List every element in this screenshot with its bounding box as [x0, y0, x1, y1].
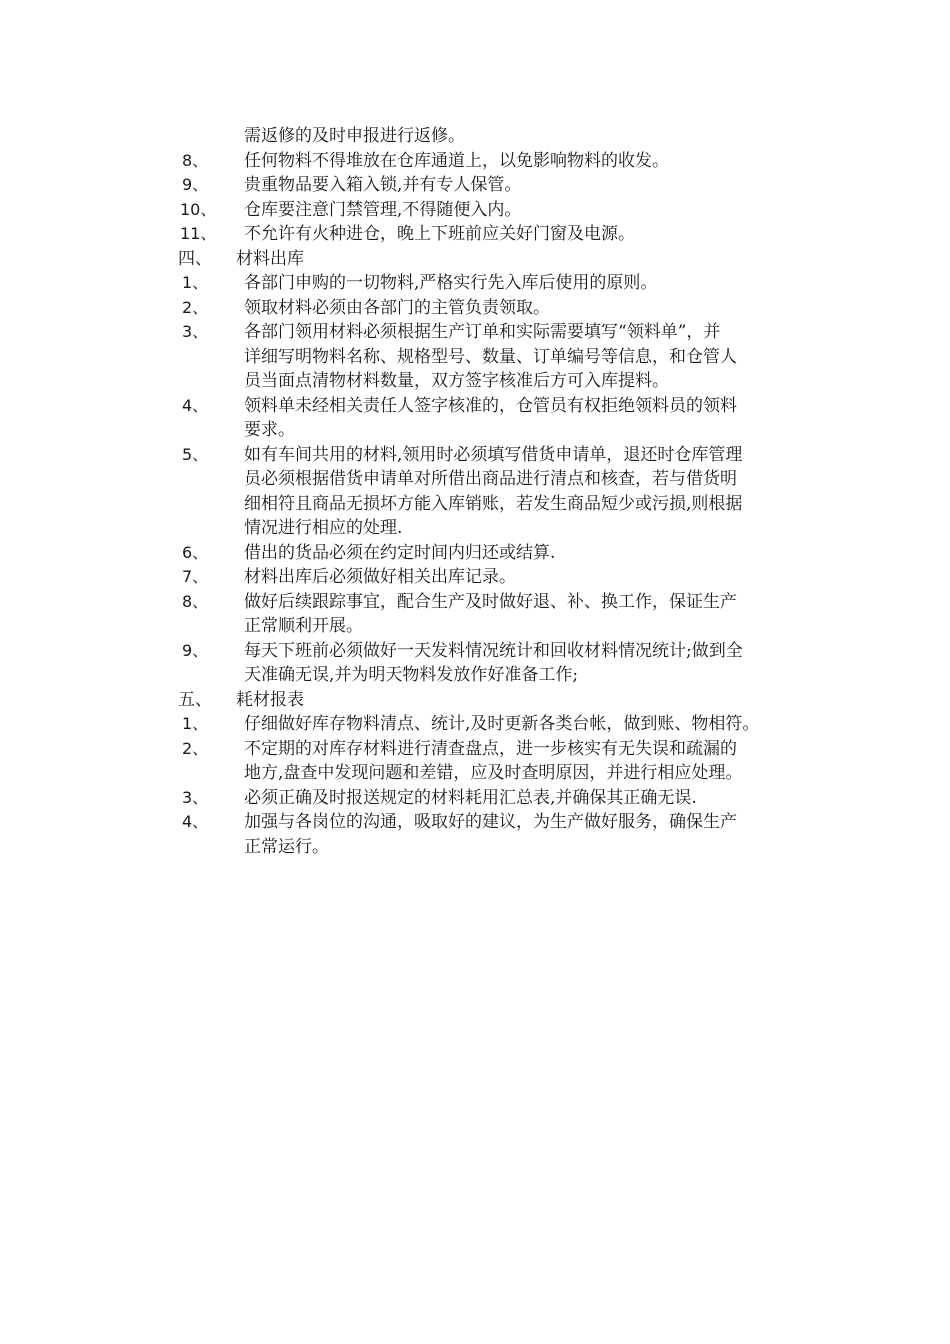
list-item	[176, 222, 826, 247]
item-number: 11、	[180, 224, 217, 243]
item-text	[244, 394, 826, 443]
section-heading	[176, 688, 826, 713]
list-item	[176, 786, 826, 811]
list-item	[176, 712, 826, 737]
item-number: 2、	[182, 738, 209, 758]
item-text	[244, 639, 826, 688]
item-text-line: 要求。	[244, 420, 295, 440]
list-item	[176, 149, 826, 174]
section-heading	[176, 247, 826, 272]
list-item	[176, 639, 826, 688]
continuation-text: 需返修的及时申报进行返修。	[244, 126, 465, 146]
item-text	[244, 737, 826, 786]
list-item	[176, 590, 826, 639]
list-item	[176, 810, 826, 859]
item-text-line: 情况进行相应的处理.	[244, 518, 403, 538]
item-text	[244, 590, 826, 639]
item-number: 7、	[182, 567, 209, 586]
item-text-line: 领取材料必须由各部门的主管负责领取。	[244, 297, 550, 318]
list-item	[176, 565, 826, 590]
section-title: 材料出库	[236, 248, 304, 269]
item-text	[244, 173, 826, 198]
item-text-line: 领料单未经相关责任人签字核准的，仓管员有权拒绝领料员的领料	[244, 395, 737, 416]
item-text	[244, 271, 826, 296]
item-number: 8、	[182, 591, 209, 611]
item-number: 9、	[182, 175, 209, 194]
section5-list	[176, 712, 826, 859]
list-item	[176, 394, 826, 443]
item-text-line: 各部门申购的一切物料,严格实行先入库后使用的原则。	[244, 273, 658, 293]
item-text-line: 细相符且商品无损坏方能入库销账，若发生商品短少或污损,则根据	[244, 493, 743, 514]
list-item	[176, 198, 826, 223]
item-text	[244, 565, 826, 590]
item-number: 3、	[182, 787, 209, 807]
item-number: 1、	[182, 273, 209, 292]
document-body	[176, 124, 826, 859]
item-text-line: 各部门领用材料必须根据生产订单和实际需要填写“领料单”，并	[244, 322, 721, 342]
item-text-line: 正常运行。	[244, 836, 329, 857]
item-text	[244, 443, 826, 541]
item-text-line: 不定期的对库存材料进行清查盘点，进一步核实有无失误和疏漏的	[244, 738, 737, 759]
item-number: 10、	[180, 199, 217, 219]
item-text-line: 仔细做好库存物料清点、统计,及时更新各类台帐，做到账、物相符。	[244, 714, 760, 734]
list-item	[176, 173, 826, 198]
section-number: 五、	[178, 689, 212, 710]
list-item	[176, 443, 826, 541]
section3-list	[176, 149, 826, 247]
item-text	[244, 149, 826, 174]
item-number: 8、	[182, 150, 209, 170]
section-title: 耗材报表	[236, 689, 304, 710]
item-text-line: 不允许有火种进仓，晚上下班前应关好门窗及电源。	[244, 224, 635, 244]
list-item	[176, 737, 826, 786]
list-item	[176, 541, 826, 566]
item-text-line: 必须正确及时报送规定的材料耗用汇总表,并确保其正确无误.	[244, 787, 697, 808]
item-text-line: 材料出库后必须做好相关出库记录。	[244, 567, 516, 587]
item-text	[244, 712, 826, 737]
item-text-line: 借出的货品必须在约定时间内归还或结算.	[244, 542, 556, 563]
section4-list	[176, 271, 826, 688]
item-number: 6、	[182, 542, 209, 562]
item-text	[244, 198, 826, 223]
item-text-line: 员必须根据借货申请单对所借出商品进行清点和核查，若与借货明	[244, 469, 737, 489]
list-item	[176, 296, 826, 321]
item-text-line: 天准确无误,并为明天物料发放作好准备工作;	[244, 665, 579, 685]
item-text-line: 做好后续跟踪事宜，配合生产及时做好退、补、换工作，保证生产	[244, 591, 737, 612]
item-number: 1、	[182, 714, 209, 733]
item-text-line: 地方,盘查中发现问题和差错，应及时查明原因，并进行相应处理。	[244, 763, 743, 783]
item-text-line: 员当面点清物材料数量，双方签字核准后方可入库提料。	[244, 371, 669, 391]
item-text-line: 每天下班前必须做好一天发料情况统计和回收材料情况统计;做到全	[244, 640, 743, 661]
item-number: 5、	[182, 444, 209, 464]
item-text-line: 加强与各岗位的沟通，吸取好的建议，为生产做好服务，确保生产	[244, 812, 737, 832]
list-item	[176, 271, 826, 296]
item-text-line: 详细写明物料名称、规格型号、数量、订单编号等信息，和仓管人	[244, 346, 737, 367]
item-number: 2、	[182, 297, 209, 317]
item-number: 4、	[182, 395, 209, 415]
section-number: 四、	[178, 248, 212, 269]
item-text-line: 如有车间共用的材料,领用时必须填写借货申请单，退还时仓库管理	[244, 444, 743, 465]
item-text-line: 任何物料不得堆放在仓库通道上，以免影响物料的收发。	[244, 150, 669, 171]
item-number: 3、	[182, 322, 209, 341]
list-item	[176, 320, 826, 394]
item-text-line: 贵重物品要入箱入锁,并有专人保管。	[244, 175, 522, 195]
item-number: 4、	[182, 812, 209, 831]
item-text	[244, 786, 826, 811]
item-number: 9、	[182, 640, 209, 660]
item-text	[244, 541, 826, 566]
item-text	[244, 296, 826, 321]
item-text	[244, 810, 826, 859]
item-text-line: 正常顺利开展。	[244, 616, 363, 636]
item-text	[244, 320, 826, 394]
item-text-line: 仓库要注意门禁管理,不得随便入内。	[244, 199, 522, 220]
item-text	[244, 222, 826, 247]
